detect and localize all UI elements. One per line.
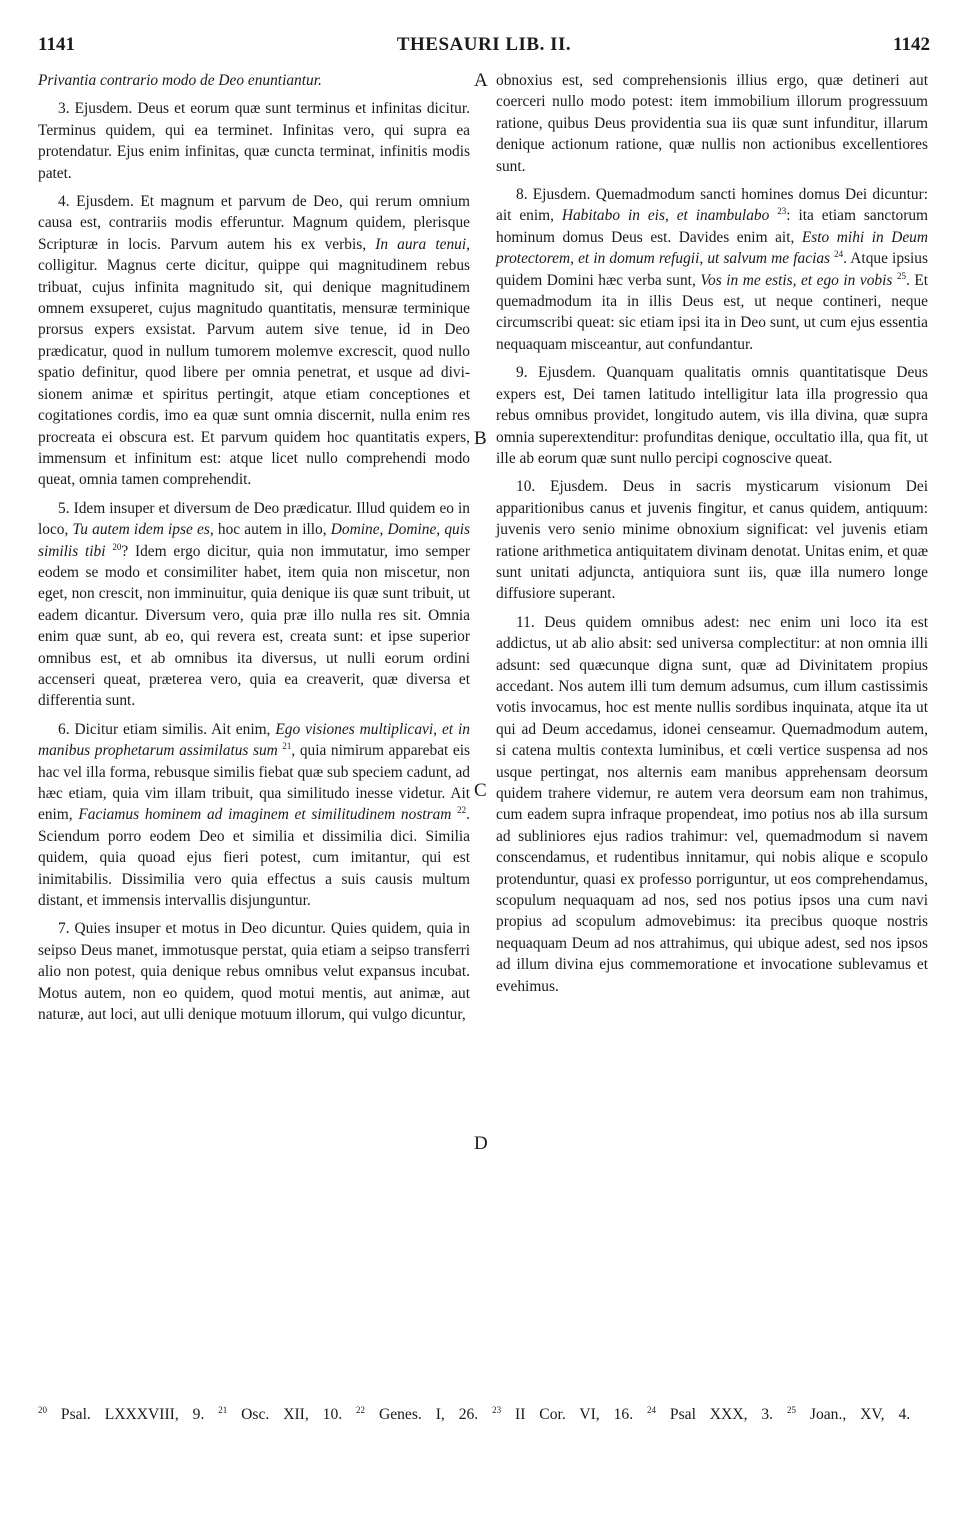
footnotes	[38, 1404, 930, 1426]
running-title: THESAURI LIB. II.	[396, 34, 572, 55]
page-number-left: 1141	[38, 34, 75, 55]
footnote-23: $^{23}$ II Cor. VI, 16.	[492, 1404, 634, 1423]
footnote-ref: 24	[834, 249, 844, 260]
paragraph-7-continued: obnoxius est, sed comprehensionis illius ergo, quæ detineri aut coerceri nullo modo potest: item immobilium illorum progressuum ratione, quibus Deus providentia sua iis quæ sunt infunditur, illarum denique actionum ratione, quæ nullis non actionibus excellentiores sunt.	[496, 72, 928, 175]
footnote-22: $^{22}$ Genes. I, 26.	[356, 1404, 479, 1423]
footnote-20: $^{20}$ Psal. LXXXVIII, 9.	[38, 1404, 205, 1423]
footnote-24: $^{24}$ Psal XXX, 3.	[647, 1404, 774, 1423]
margin-letter-b: B	[474, 428, 487, 449]
margin-letter-d: D	[474, 1133, 488, 1154]
footnote-ref: 22	[457, 805, 467, 816]
section-heading: Privantia contrario modo de Deo enuntiantur.	[38, 72, 322, 89]
paragraph-8: 8. Ejusdem. Quemadmodum sancti homines domus Dei dicuntur: ait enim, Habitabo in eis, et inambulabo $^{23}$: ita etiam sanctorum hominum domus Deus est. Davides enim ait, Esto mihi in Deum protectorem, et in domum refugii, ut salvum me facias $^{24}$. Atque ipsius quidem Domini hæc verba sunt, Vos in me estis, et ego in vobis $^{25}$. Et quemadmodum ita in illis Deus est, ut neque contineri, neque circumscribi queat: sic etiam ipsi ita in Deo sunt, ut cum ejus essentia nequaquam misceantur, aut confundantur.	[496, 186, 928, 353]
paragraph-10: 10. Ejusdem. Deus in sacris mysticarum visionum Dei apparitionibus canus et juvenis fingitur, et canus quidem, antiquum: juvenis vero senio minime obnoxium significat: vel juvenis etiam ratione arithmetica antiquitatem divinam denotat. Unitas enim, et quæ sunt unitati adjuncta, antiquiora sunt iis, quæ illa numero longe diffusiore superant.	[496, 478, 928, 603]
right-column	[496, 70, 928, 1004]
footnote-21: $^{21}$ Osc. XII, 10.	[218, 1404, 343, 1423]
page-header	[38, 34, 930, 64]
paragraph-4: 4. Ejusdem. Et magnum et parvum de Deo, qui rerum omnium causa est, contrariis modis efferuntur. Magnum quidem, plerisque Scripturæ in locis. Parvum autem his ex verbis, In aura tenui, colligitur. Magnus certe dicitur, quippe qui magnitudinem rebus tribuat, cujus infinita magnitudo sit, qui denique magnitudinem omnem exsuperet, cujus magnitudo quantitatis, mensuræ terminique prorsus expers exsistat. Parvum autem sive tenue, id in Deo prædicatur, quod in nullum tumorem molemve excrescit, quod nullo spatio definitur, quod libere per omnia penetrat, et usque ad divisionem animæ et spiritus pertingit, atque etiam conceptiones et cogitationes cordis, imo ea quæ sunt omnia discernit, nulla enim res procreata ei obscura est. Et parvum quidem hoc quantitatis expers, immensum et infinitum est: atque licet nullo comprehendi modo queat, omnia tamen comprehendit.	[38, 193, 470, 489]
paragraph-11: 11. Deus quidem omnibus adest: nec enim uni loco ita est addictus, ut ab alio absit: sed universa complectitur: at non omnia illi adsunt: sed quæcunque digna sunt, quæ ad Divinitatem propius accedant. Nos autem illi tum demum adsumus, cum illum castissimis votis invocamus, hoc est mente nullis sordibus inquinata, atque ita ut qui ad Deum accedamus, idonei censeamur. Quemadmodum autem, si catena multis contexta luminibus, et cœli vertice suspensa ad nos usque pertingat, nos alternis eam manibus apprehensam deorsum quidem trahere videmur, re autem vera deorsum eam non trahimus, cum eadem supra infraque propendeat, imo potius nos ab illa sursum ad subliniores ejus radios trahimur: vel, quemadmodum si navem conscendamus, et rudentibus innitamur, qui nobis alique e scopulo protenduntur, quasi ex professo porriguntur, ut eos comprehendamus, scopulum nequaquam ad nos, sed nos potius ipsos una cum navi propius ad scopulum admovebimus: ita precibus quoque nostris nequaquam Deum ad nos attrahimus, qui ubique adest, sed nos ipsos ad illum divina ejus commemoratione et invocatione sublevamus et evehimus.	[496, 613, 928, 995]
footnote-ref: 23	[777, 206, 787, 217]
paragraph-6: 6. Dicitur etiam similis. Ait enim, Ego visiones multiplicavi, et in manibus prophetarum assimilatus sum $^{21}$, quia nimirum apparebat eis hac vel illa forma, rebusque similis fiebat quæ sub speciem cadunt, ad hæc etiam, quia vim illam tribuit, qua similitudo inesse videtur. Ait enim, Faciamus hominem ad imaginem et similitudinem nostram $^{22}$. Sciendum porro eodem Deo et similia et dissimilia dici. Similia quidem, quia quoad ejus fieri potest, cum imitantur, qui est inimitabilis. Dissimilia vero quia effectus a suis causis multum distant, et immensis intervallis disjunguntur.	[38, 720, 470, 910]
footnote-25: $^{25}$ Joan., XV, 4.	[786, 1404, 911, 1423]
page-number-right: 1142	[893, 34, 930, 55]
paragraph-5: 5. Idem insuper et diversum de Deo prædicatur. Illud quidem eo in loco, Tu autem idem ipse es, hoc autem in illo, Domine, Domine, quis similis tibi $^{20}$? Idem ergo dicitur, quia non immutatur, imo semper eodem se modo et consimiliter habet, item quia non miscetur, non eget, non crescit, non imminuitur, quia denique iis quæ sunt tribuit, ut eadem dicantur. Diversum vero, quia præ illo nulla res sit. Omnia enim quæ sunt, ab eo, qui revera est, creata sunt: et ipse superior omnibus est, et ab omnibus ita diversus, ut nulli eorum ordini accenseri queat, præterea vero, quia ea creaverit, quæ diversa et differentia sunt.	[38, 499, 470, 710]
paragraph-7: 7. Quies insuper et motus in Deo dicuntur. Quies quidem, quia in seipso Deus manet, immotusque perstat, quia etiam a seipso transferri alio non potest, quia denique rebus omnibus velut expansus incubat. Motus autem, non eo quidem, quod motui mentis, aut animæ, aut naturæ, aut loci, aut ulli denique motuum illorum, qui vulgo dicuntur,	[38, 920, 470, 1024]
margin-letter-c: C	[474, 780, 487, 801]
footnote-ref: 25	[896, 270, 906, 281]
left-column	[38, 70, 470, 1032]
paragraph-9: 9. Ejusdem. Quanquam qualitatis omnis quantitatisque Deus expers est, Dei tamen latitudo intelligitur lata illa progressio qua rebus omnibus providet, longitudo autem, vis illa divina, quæ supra omnia superextenditur: profunditas denique, occultatio illa, qua fit, ut ille ab eorum quæ sunt nullo percipi cognoscive queat.	[496, 364, 928, 467]
footnote-ref: 20	[112, 541, 122, 552]
footnote-ref: 21	[282, 741, 292, 752]
margin-letter-a: A	[474, 70, 488, 91]
paragraph-3: 3. Ejusdem. Deus et eorum quæ sunt terminus et infinitas dicitur. Terminus quidem, qui ea terminet. Infinitas vero, qui supra ea protendatur. Ejus enim infinitas, quæ cuncta terminat, infinitis modis patet.	[38, 100, 470, 182]
